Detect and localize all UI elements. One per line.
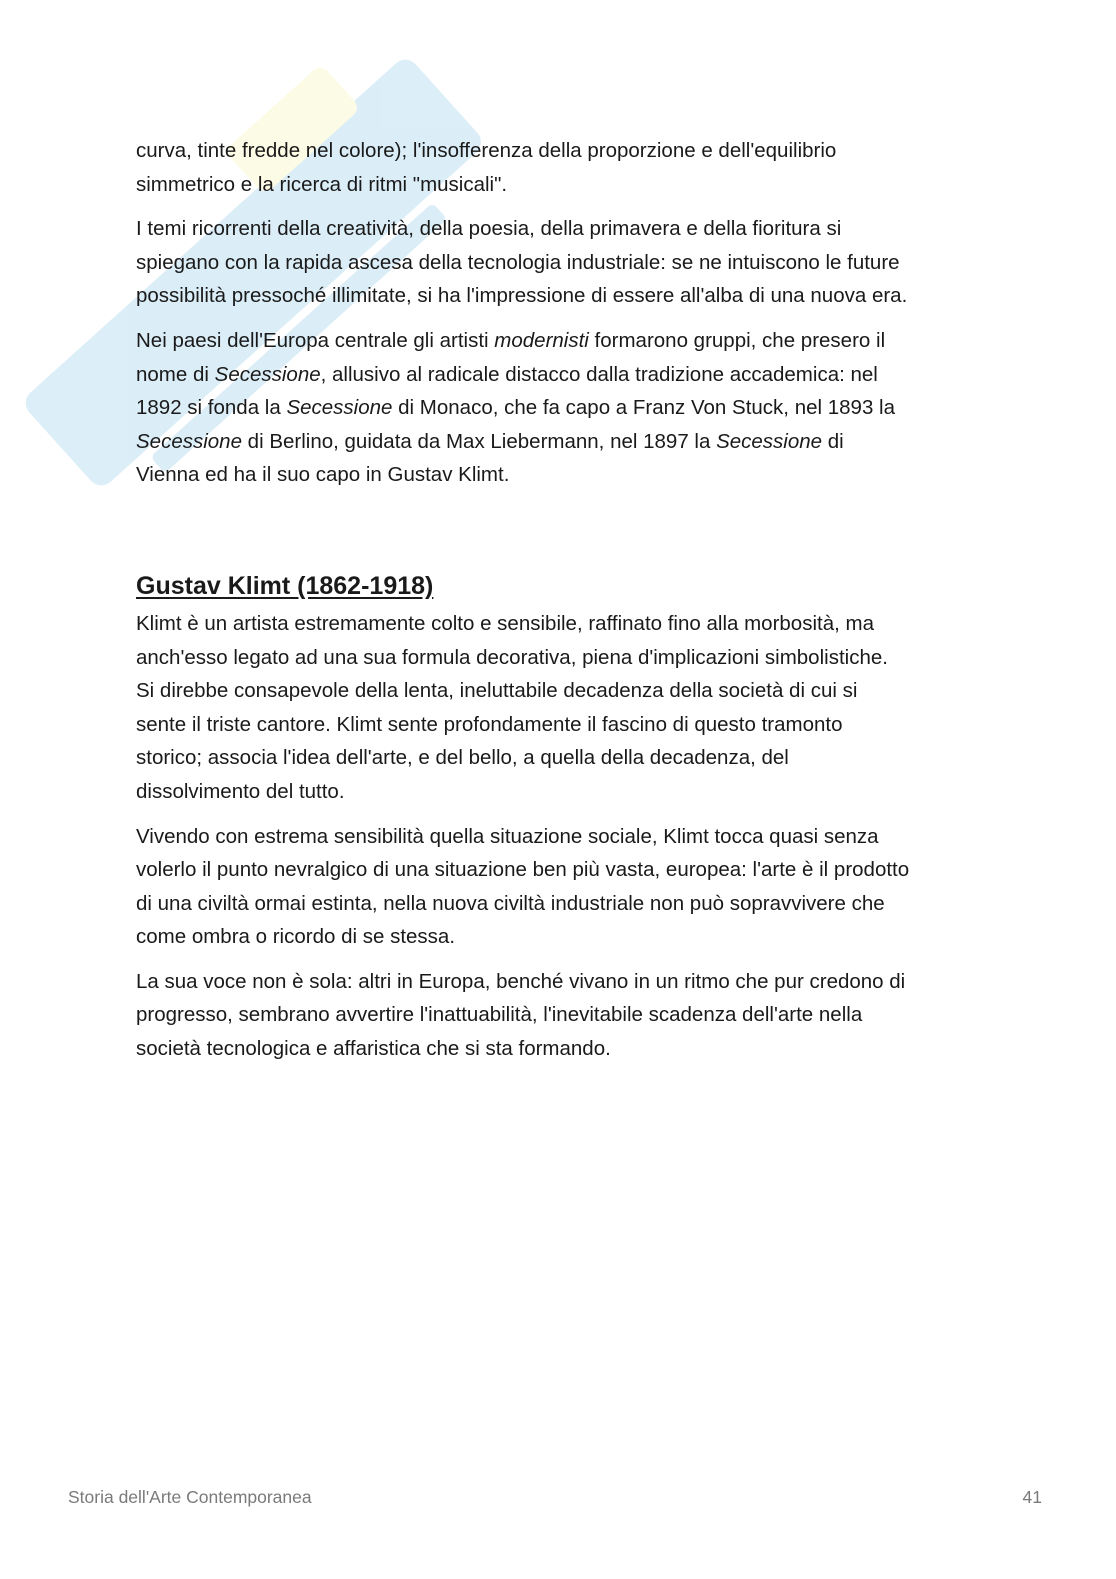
italic-term: modernisti [494, 328, 589, 352]
text-run: di Berlino, guidata da Max Liebermann, nel 1897 la [241, 429, 717, 453]
text-run: Nei paesi dell'Europa centrale gli artisti [136, 328, 495, 352]
footer-title: Storia dell'Arte Contemporanea [68, 1487, 312, 1507]
paragraph [136, 965, 996, 1066]
text-run: Klimt è un artista estremamente colto e sensibile, raffinato fino alla morbosità, ma anch'esso legato ad una sua formula decorativa, piena d'implicazioni simbolistiche. Si direbbe consapevole della lenta, ineluttabile decadenza della società di cui si sente il triste cantore. Klimt sente profondamente il fascino di questo tramonto storico; associa l'idea dell'arte, e del bello, a quella della decadenza, del dissolvimento del tutto. [136, 611, 888, 803]
text-run: La sua voce non è sola: altri in Europa, benché vivano in un ritmo che pur credono di progresso, sembrano avvertire l'inattuabilità, l'inevitabile scadenza dell'arte nella società tecnologica e affaristica che si sta formando. [136, 969, 906, 1061]
text-run: di Vienna ed ha il suo capo in Gustav Klimt. [136, 429, 844, 487]
klimt-paragraphs [136, 607, 996, 1066]
section-heading: Gustav Klimt (1862-1918) [136, 571, 434, 600]
paragraph [136, 134, 996, 201]
italic-term: Secessione [286, 396, 393, 420]
text-run: formarono gruppi, che presero il nome di [136, 328, 886, 386]
text-run: curva, tinte fredde nel colore); l'insofferenza della proporzione e dell'equilibrio simmetrico e la ricerca di ritmi "musicali". [136, 139, 837, 196]
italic-term: Secessione [214, 362, 321, 386]
text-run: , allusivo al radicale distacco dalla tradizione accademica: nel 1892 si fonda la [136, 362, 878, 420]
italic-term: Secessione [136, 429, 242, 453]
paragraph [136, 820, 996, 954]
paragraph [136, 324, 996, 492]
text-run: I temi ricorrenti della creatività, della poesia, della primavera e della fioritura si spiegano con la rapida ascesa della tecnologia industriale: se ne intuiscono le future possibilità pressoché illimitate, si ha l'impressione di essere all'alba di una nuova era. [136, 217, 908, 308]
paragraph [136, 607, 996, 809]
page-number: 41 [1022, 1487, 1042, 1507]
text-run: di Monaco, che fa capo a Franz Von Stuck, nel 1893 la [398, 396, 895, 420]
intro-paragraphs [136, 134, 996, 492]
paragraph [136, 212, 996, 313]
page-content [136, 134, 996, 1077]
italic-term: Secessione [716, 429, 823, 453]
text-run: Vivendo con estrema sensibilità quella situazione sociale, Klimt tocca quasi senza volerlo il punto nevralgico di una situazione ben più vasta, europea: l'arte è il prodotto di una civiltà ormai estinta, nella nuova civiltà industriale non può sopravvivere che come ombra o ricordo di se stessa. [136, 824, 910, 949]
